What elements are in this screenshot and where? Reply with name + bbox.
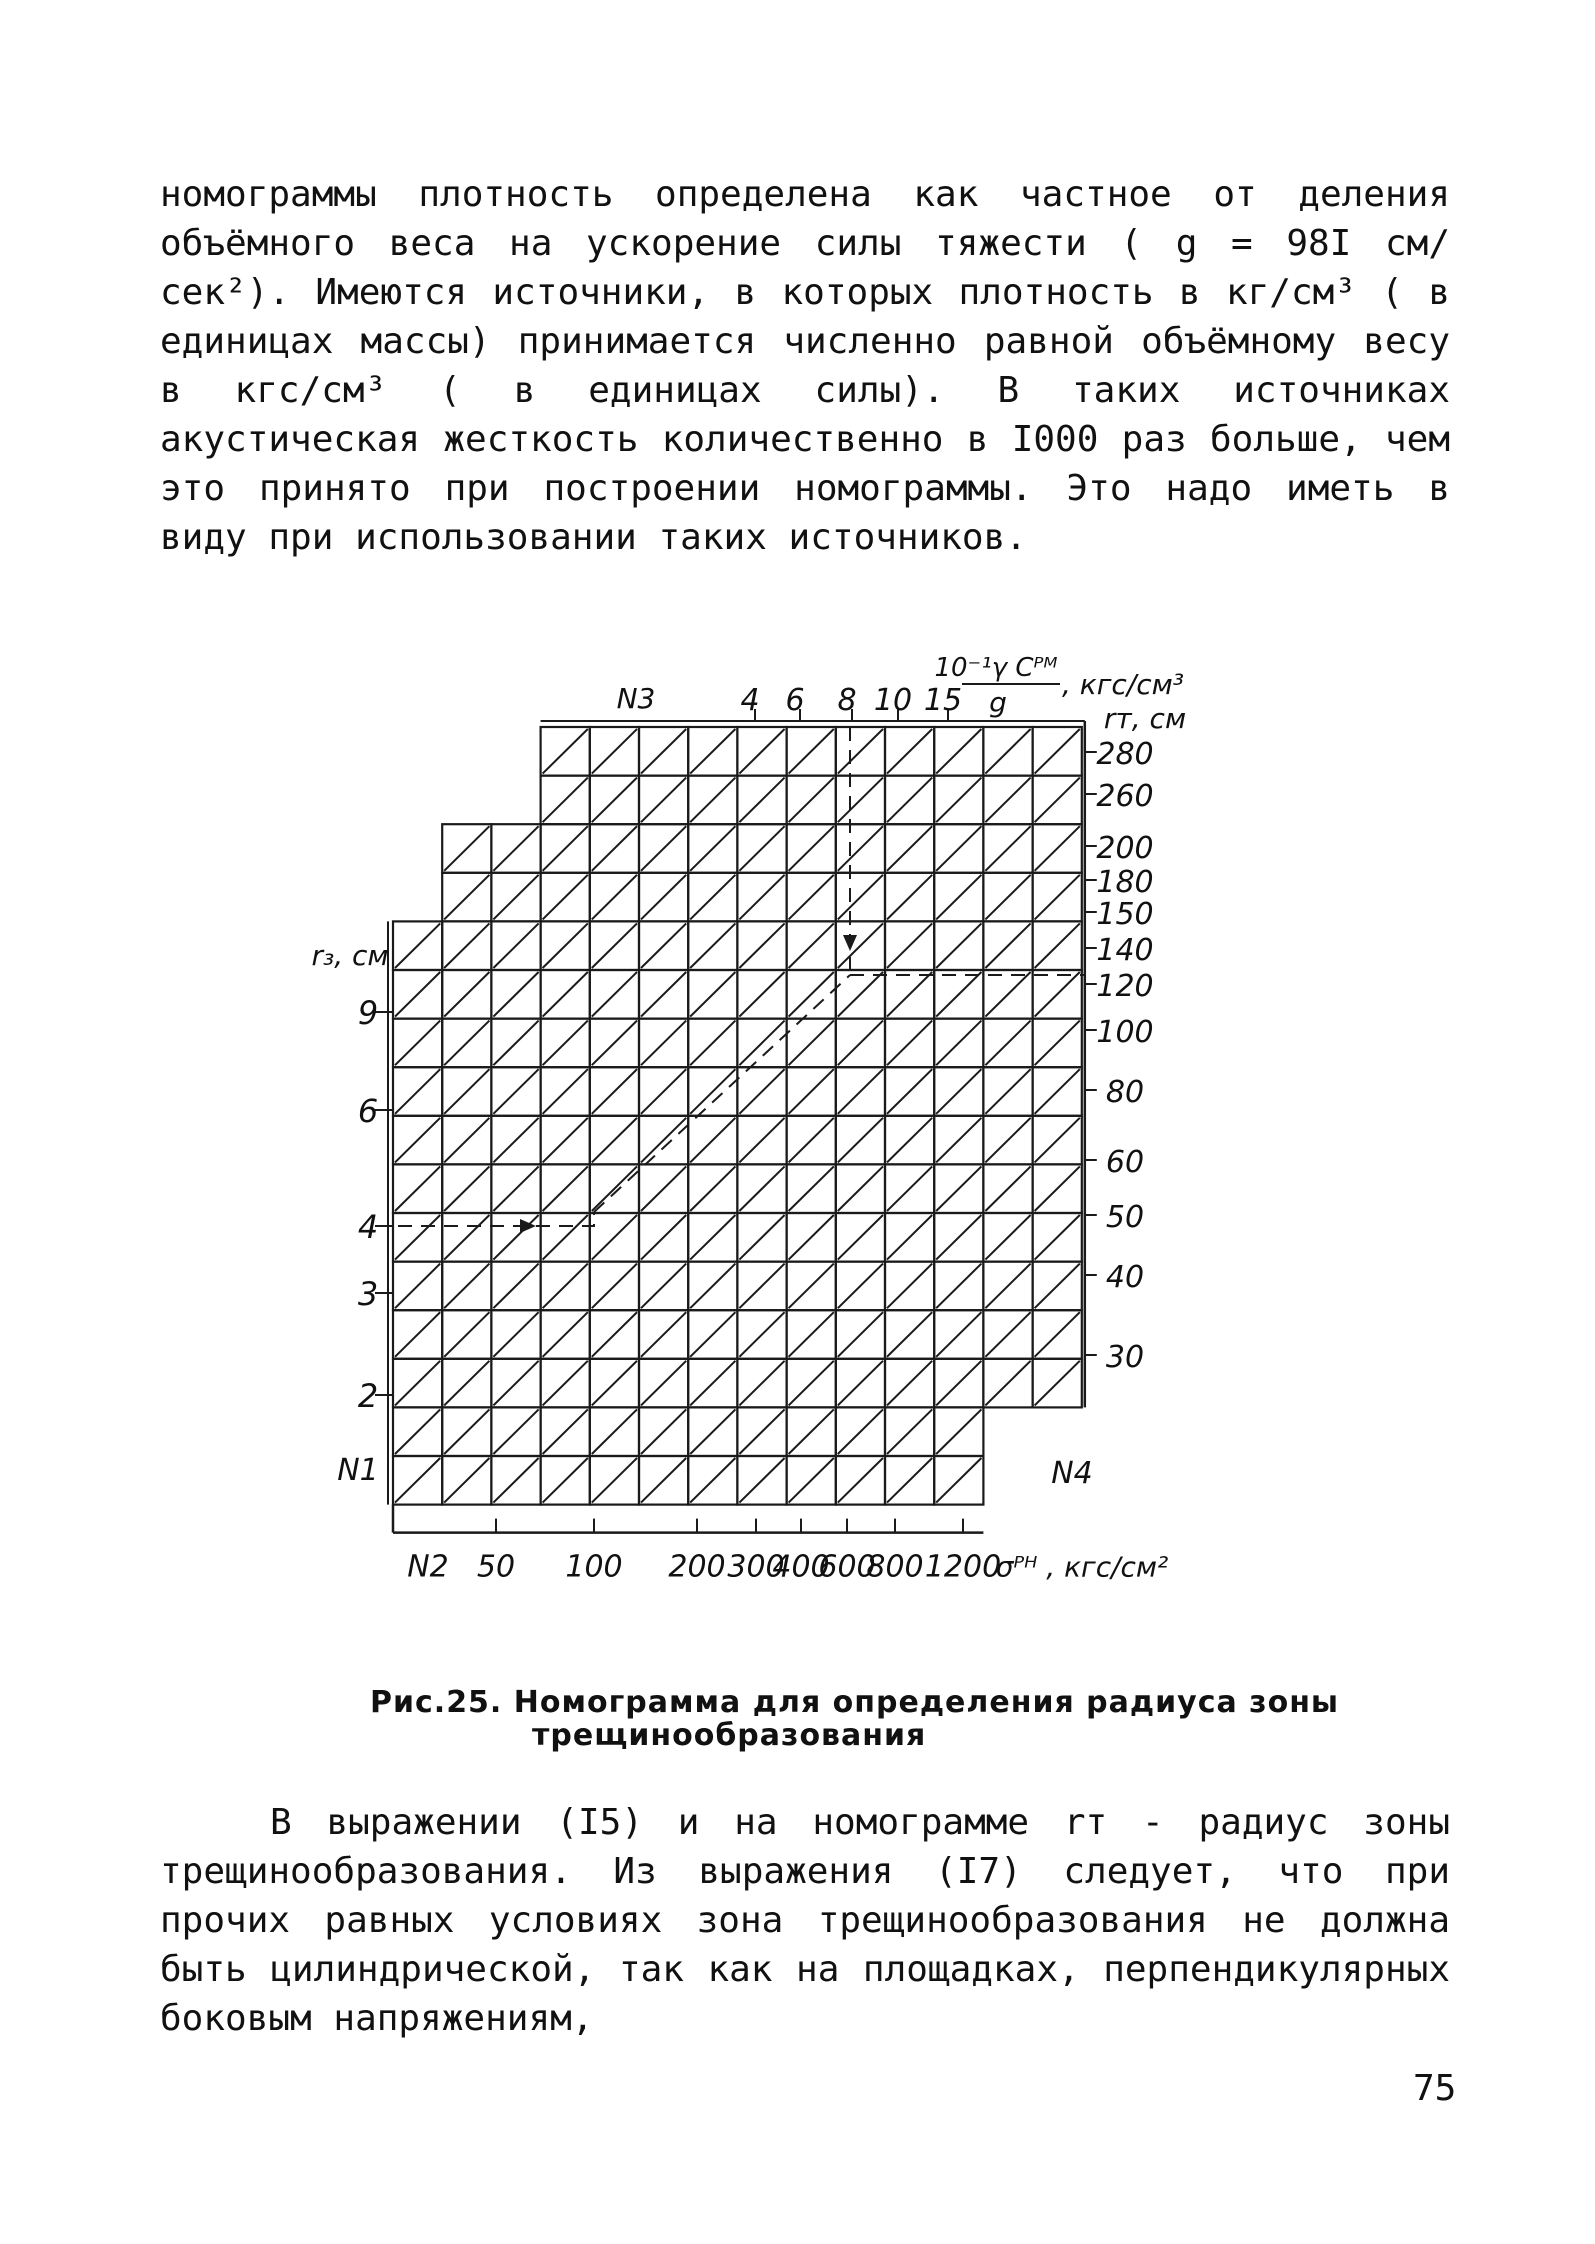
cell-diagonal (739, 1312, 784, 1357)
quadrant-label-n2: N2 (407, 1549, 449, 1585)
cell-diagonal (690, 1409, 735, 1454)
cell-diagonal (592, 826, 637, 871)
right-scale-tick-label: 100 (1096, 1015, 1154, 1050)
cell-diagonal (592, 923, 637, 968)
cell-diagonal (690, 729, 735, 774)
cell-diagonal (739, 1069, 784, 1114)
cell-diagonal (985, 972, 1030, 1017)
cell-diagonal (395, 1118, 440, 1163)
left-scale-tick-label: 9 (357, 994, 379, 1032)
cell-diagonal (592, 972, 637, 1017)
cell-diagonal (690, 826, 735, 871)
bottom-scale-tick-label: 1200 (924, 1549, 1002, 1585)
page-number: 75 (1413, 2068, 1457, 2109)
cell-diagonal (543, 1215, 588, 1260)
cell-diagonal (936, 1021, 981, 1066)
cell-diagonal (936, 1166, 981, 1211)
nomogram-grid (393, 727, 1082, 1505)
bottom-scale-label: σᴾᴴ , кгс/см² (995, 1550, 1169, 1584)
cell-diagonal (395, 1021, 440, 1066)
cell-diagonal (543, 1021, 588, 1066)
cell-diagonal (493, 1312, 538, 1357)
cell-diagonal (887, 1069, 932, 1114)
cell-diagonal (739, 1021, 784, 1066)
cell-diagonal (936, 923, 981, 968)
cell-diagonal (985, 1264, 1030, 1309)
cell-diagonal (985, 729, 1030, 774)
cell-diagonal (936, 1069, 981, 1114)
cell-diagonal (641, 1215, 686, 1260)
right-scale-tick-label: 200 (1096, 831, 1154, 866)
cell-diagonal (493, 972, 538, 1017)
cell-diagonal (887, 923, 932, 968)
left-scale-tick-label: 6 (357, 1092, 379, 1130)
cell-diagonal (936, 1118, 981, 1163)
cell-diagonal (690, 1021, 735, 1066)
cell-diagonal (395, 1409, 440, 1454)
cell-diagonal (592, 1166, 637, 1211)
cell-diagonal (395, 1215, 440, 1260)
cell-diagonal (887, 1264, 932, 1309)
cell-diagonal (1035, 1312, 1080, 1357)
top-scale-tick-label: 15 (923, 683, 963, 718)
right-scale-tick-label: 60 (1105, 1145, 1145, 1180)
cell-diagonal (985, 923, 1030, 968)
example-dashed-path (398, 727, 1085, 1233)
cell-diagonal (690, 1069, 735, 1114)
right-scale-tick-label: 140 (1096, 933, 1154, 968)
cell-diagonal (739, 1409, 784, 1454)
cell-diagonal (493, 1166, 538, 1211)
cell-diagonal (887, 826, 932, 871)
cell-diagonal (789, 778, 834, 823)
cell-diagonal (592, 1409, 637, 1454)
cell-diagonal (543, 778, 588, 823)
cell-diagonal (1035, 972, 1080, 1017)
caption-line-1: Рис.25. Номограмма для определения радиуса зоны (370, 1685, 1340, 1720)
cell-diagonal (395, 923, 440, 968)
cell-diagonal (936, 729, 981, 774)
cell-diagonal (739, 826, 784, 871)
cell-diagonal (592, 1021, 637, 1066)
cell-diagonal (641, 1361, 686, 1406)
cell-diagonal (985, 1215, 1030, 1260)
cell-diagonal (1035, 1215, 1080, 1260)
cell-diagonal (543, 923, 588, 968)
cell-diagonal (690, 778, 735, 823)
cell-diagonal (592, 1215, 637, 1260)
figure-caption (370, 1686, 1339, 1752)
cell-diagonal (838, 1069, 883, 1114)
cell-diagonal (838, 1021, 883, 1066)
cell-diagonal (1035, 1166, 1080, 1211)
top-scale-label-denominator: g (989, 686, 1007, 719)
cell-diagonal (444, 1409, 489, 1454)
bottom-scale-tick-label: 200 (668, 1549, 726, 1585)
right-scale-tick-label: 120 (1096, 969, 1154, 1004)
cell-diagonal (444, 1264, 489, 1309)
cell-diagonal (887, 1118, 932, 1163)
right-scale-tick-label: 80 (1105, 1075, 1145, 1110)
cell-diagonal (789, 1021, 834, 1066)
cell-diagonal (936, 1409, 981, 1454)
cell-diagonal (543, 1312, 588, 1357)
cell-diagonal (838, 1264, 883, 1309)
cell-diagonal (1035, 1361, 1080, 1406)
cell-diagonal (985, 875, 1030, 920)
cell-diagonal (887, 972, 932, 1017)
cell-diagonal (739, 972, 784, 1017)
cell-diagonal (543, 826, 588, 871)
cell-diagonal (641, 1312, 686, 1357)
cell-diagonal (493, 1458, 538, 1503)
cell-diagonal (887, 1021, 932, 1066)
cell-diagonal (592, 729, 637, 774)
cell-diagonal (1035, 1021, 1080, 1066)
cell-diagonal (493, 1118, 538, 1163)
cell-diagonal (444, 1166, 489, 1211)
cell-diagonal (739, 1458, 784, 1503)
cell-diagonal (592, 778, 637, 823)
cell-diagonal (493, 826, 538, 871)
left-scale-label: r₃, см (311, 939, 389, 972)
cell-diagonal (887, 1215, 932, 1260)
cell-diagonal (838, 729, 883, 774)
cell-diagonal (739, 729, 784, 774)
top-scale-label-unit: , кгс/см³ (1062, 668, 1184, 701)
cell-diagonal (641, 1166, 686, 1211)
cell-diagonal (887, 1312, 932, 1357)
cell-diagonal (838, 1215, 883, 1260)
cell-diagonal (690, 1264, 735, 1309)
cell-diagonal (690, 875, 735, 920)
paragraph-bottom: В выражении (I5) и на номограмме rт - радиус зоны трещинообразования. Из выражения (I7) следует, что при прочих равных условиях зона трещинообразования не должна быть цилиндрической, так как на площадках, перпендикулярных боковым напряжениям, (160, 1802, 1450, 2039)
cell-diagonal (936, 1215, 981, 1260)
example-path-arrow-down (843, 935, 857, 951)
cell-diagonal (985, 778, 1030, 823)
cell-diagonal (493, 923, 538, 968)
caption-line-2: трещинообразования (532, 1718, 927, 1753)
cell-diagonal (887, 1458, 932, 1503)
cell-diagonal (838, 875, 883, 920)
cell-diagonal (887, 1361, 932, 1406)
example-path-diagonal-segment (594, 975, 850, 1212)
cell-diagonal (543, 972, 588, 1017)
cell-diagonal (789, 875, 834, 920)
cell-diagonal (444, 1118, 489, 1163)
cell-diagonal (641, 826, 686, 871)
right-scale-tick-label: 150 (1096, 897, 1154, 932)
cell-diagonal (936, 1458, 981, 1503)
left-scale-tick-label: 3 (357, 1275, 379, 1313)
cell-diagonal (690, 1215, 735, 1260)
cell-diagonal (985, 1118, 1030, 1163)
cell-diagonal (838, 826, 883, 871)
cell-diagonal (543, 1069, 588, 1114)
cell-diagonal (444, 1021, 489, 1066)
cell-diagonal (739, 1264, 784, 1309)
bottom-scale-tick-label: 300 (727, 1549, 785, 1585)
cell-diagonal (838, 972, 883, 1017)
cell-diagonal (739, 1215, 784, 1260)
right-scale-tick-label: 50 (1105, 1200, 1145, 1235)
cell-diagonal (444, 1069, 489, 1114)
quadrant-label-n1: N1 (337, 1453, 379, 1488)
cell-diagonal (592, 1312, 637, 1357)
cell-diagonal (641, 875, 686, 920)
cell-diagonal (395, 1264, 440, 1309)
paragraph-top: номограммы плотность определена как частное от деления объёмного веса на ускорение силы тяжести ( g = 98I см/сек²). Имеются источники, в которых плотность в кг/см³ ( в единицах массы) принимается численно равной объёмному весу в кгс/см³ ( в единицах силы). В таких источниках акустическая жесткость количественно в I000 раз больше, чем это принято при построении номограммы. Это надо иметь в виду при использовании таких источников. (160, 174, 1450, 558)
cell-diagonal (493, 1409, 538, 1454)
cell-diagonal (985, 1021, 1030, 1066)
cell-diagonal (789, 1312, 834, 1357)
left-scale-tick-label: 4 (357, 1208, 379, 1246)
cell-diagonal (493, 1264, 538, 1309)
cell-diagonal (985, 1361, 1030, 1406)
bottom-scale-tick-label: 800 (866, 1549, 924, 1585)
cell-diagonal (789, 1264, 834, 1309)
top-scale-tick-label: 10 (873, 683, 913, 718)
cell-diagonal (444, 875, 489, 920)
cell-diagonal (1035, 1118, 1080, 1163)
cell-diagonal (789, 972, 834, 1017)
cell-diagonal (395, 1361, 440, 1406)
cell-diagonal (789, 1069, 834, 1114)
cell-diagonal (641, 1069, 686, 1114)
right-scale-tick-label: 280 (1096, 737, 1154, 772)
cell-diagonal (444, 972, 489, 1017)
cell-diagonal (641, 923, 686, 968)
bottom-scale-tick-label: 600 (818, 1549, 876, 1585)
cell-diagonal (838, 778, 883, 823)
cell-diagonal (1035, 826, 1080, 871)
top-scale-tick-label: 8 (837, 683, 857, 718)
cell-diagonal (838, 1118, 883, 1163)
cell-diagonal (936, 826, 981, 871)
cell-diagonal (789, 729, 834, 774)
top-scale-label-numerator: 10⁻¹γ Cᴾᴹ (934, 653, 1058, 683)
cell-diagonal (641, 1264, 686, 1309)
cell-diagonal (838, 923, 883, 968)
bottom-scale-tick-label: 50 (476, 1549, 516, 1585)
cell-diagonal (592, 1458, 637, 1503)
cell-diagonal (838, 1409, 883, 1454)
cell-diagonal (789, 1361, 834, 1406)
cell-diagonal (395, 1312, 440, 1357)
right-scale-tick-label: 30 (1105, 1340, 1145, 1375)
cell-diagonal (936, 1361, 981, 1406)
cell-diagonal (444, 923, 489, 968)
cell-diagonal (395, 972, 440, 1017)
bottom-scale-tick-label: 400 (772, 1549, 830, 1585)
cell-diagonal (887, 729, 932, 774)
cell-diagonal (641, 1118, 686, 1163)
right-scale-tick-label: 260 (1096, 779, 1154, 814)
cell-diagonal (543, 1409, 588, 1454)
cell-diagonal (641, 1021, 686, 1066)
cell-diagonal (1035, 778, 1080, 823)
cell-diagonal (690, 1312, 735, 1357)
cell-diagonal (936, 972, 981, 1017)
cell-diagonal (985, 826, 1030, 871)
cell-diagonal (690, 1458, 735, 1503)
cell-diagonal (739, 923, 784, 968)
cell-diagonal (592, 875, 637, 920)
cell-diagonal (739, 875, 784, 920)
cell-diagonal (690, 923, 735, 968)
cell-diagonal (543, 875, 588, 920)
cell-diagonal (592, 1069, 637, 1114)
quadrant-label-n3: N3 (616, 682, 656, 715)
cell-diagonal (789, 1166, 834, 1211)
cell-diagonal (690, 1361, 735, 1406)
cell-diagonal (1035, 1069, 1080, 1114)
cell-diagonal (592, 1118, 637, 1163)
cell-diagonal (641, 1409, 686, 1454)
cell-diagonal (985, 1069, 1030, 1114)
cell-diagonal (641, 972, 686, 1017)
cell-diagonal (395, 1166, 440, 1211)
cell-diagonal (789, 826, 834, 871)
cell-diagonal (395, 1069, 440, 1114)
cell-diagonal (444, 1312, 489, 1357)
cell-diagonal (887, 1166, 932, 1211)
cell-diagonal (493, 1361, 538, 1406)
cell-diagonal (985, 1312, 1030, 1357)
cell-diagonal (690, 1118, 735, 1163)
top-scale-tick-label: 6 (785, 683, 805, 718)
cell-diagonal (838, 1458, 883, 1503)
bottom-scale-tick-label: 100 (565, 1549, 623, 1585)
cell-diagonal (444, 1458, 489, 1503)
cell-diagonal (592, 1264, 637, 1309)
cell-diagonal (789, 1215, 834, 1260)
cell-diagonal (936, 1312, 981, 1357)
cell-diagonal (1035, 1264, 1080, 1309)
cell-diagonal (543, 729, 588, 774)
quadrant-label-n4: N4 (1051, 1456, 1093, 1491)
cell-diagonal (1035, 875, 1080, 920)
cell-diagonal (739, 1166, 784, 1211)
cell-diagonal (936, 778, 981, 823)
cell-diagonal (887, 778, 932, 823)
cell-diagonal (985, 1166, 1030, 1211)
cell-diagonal (592, 1361, 637, 1406)
cell-diagonal (690, 972, 735, 1017)
cell-diagonal (1035, 729, 1080, 774)
cell-diagonal (444, 1361, 489, 1406)
cell-diagonal (543, 1118, 588, 1163)
cell-diagonal (543, 1264, 588, 1309)
cell-diagonal (887, 1409, 932, 1454)
cell-diagonal (936, 1264, 981, 1309)
cell-diagonal (543, 1458, 588, 1503)
cell-diagonal (543, 1361, 588, 1406)
cell-diagonal (936, 875, 981, 920)
cell-diagonal (641, 729, 686, 774)
cell-diagonal (395, 1458, 440, 1503)
top-scale-tick-label: 4 (740, 683, 760, 718)
cell-diagonal (739, 778, 784, 823)
cell-diagonal (789, 1458, 834, 1503)
cell-diagonal (641, 1458, 686, 1503)
cell-diagonal (641, 778, 686, 823)
cell-diagonal (493, 875, 538, 920)
cell-diagonal (493, 1069, 538, 1114)
cell-diagonal (789, 923, 834, 968)
cell-diagonal (543, 1166, 588, 1211)
right-scale-label: rт, см (1103, 702, 1187, 735)
cell-diagonal (739, 1118, 784, 1163)
cell-diagonal (887, 875, 932, 920)
cell-diagonal (493, 1215, 538, 1260)
cell-diagonal (493, 1021, 538, 1066)
left-scale-tick-label: 2 (357, 1377, 379, 1415)
nomogram-axes (375, 684, 1097, 1533)
cell-diagonal (838, 1312, 883, 1357)
cell-diagonal (739, 1361, 784, 1406)
cell-diagonal (444, 826, 489, 871)
cell-diagonal (1035, 923, 1080, 968)
cell-diagonal (838, 1166, 883, 1211)
cell-diagonal (444, 1215, 489, 1260)
cell-diagonal (789, 1409, 834, 1454)
right-scale-tick-label: 180 (1096, 865, 1154, 900)
cell-diagonal (690, 1166, 735, 1211)
cell-diagonal (789, 1118, 834, 1163)
right-scale-tick-label: 40 (1105, 1260, 1145, 1295)
cell-diagonal (838, 1361, 883, 1406)
